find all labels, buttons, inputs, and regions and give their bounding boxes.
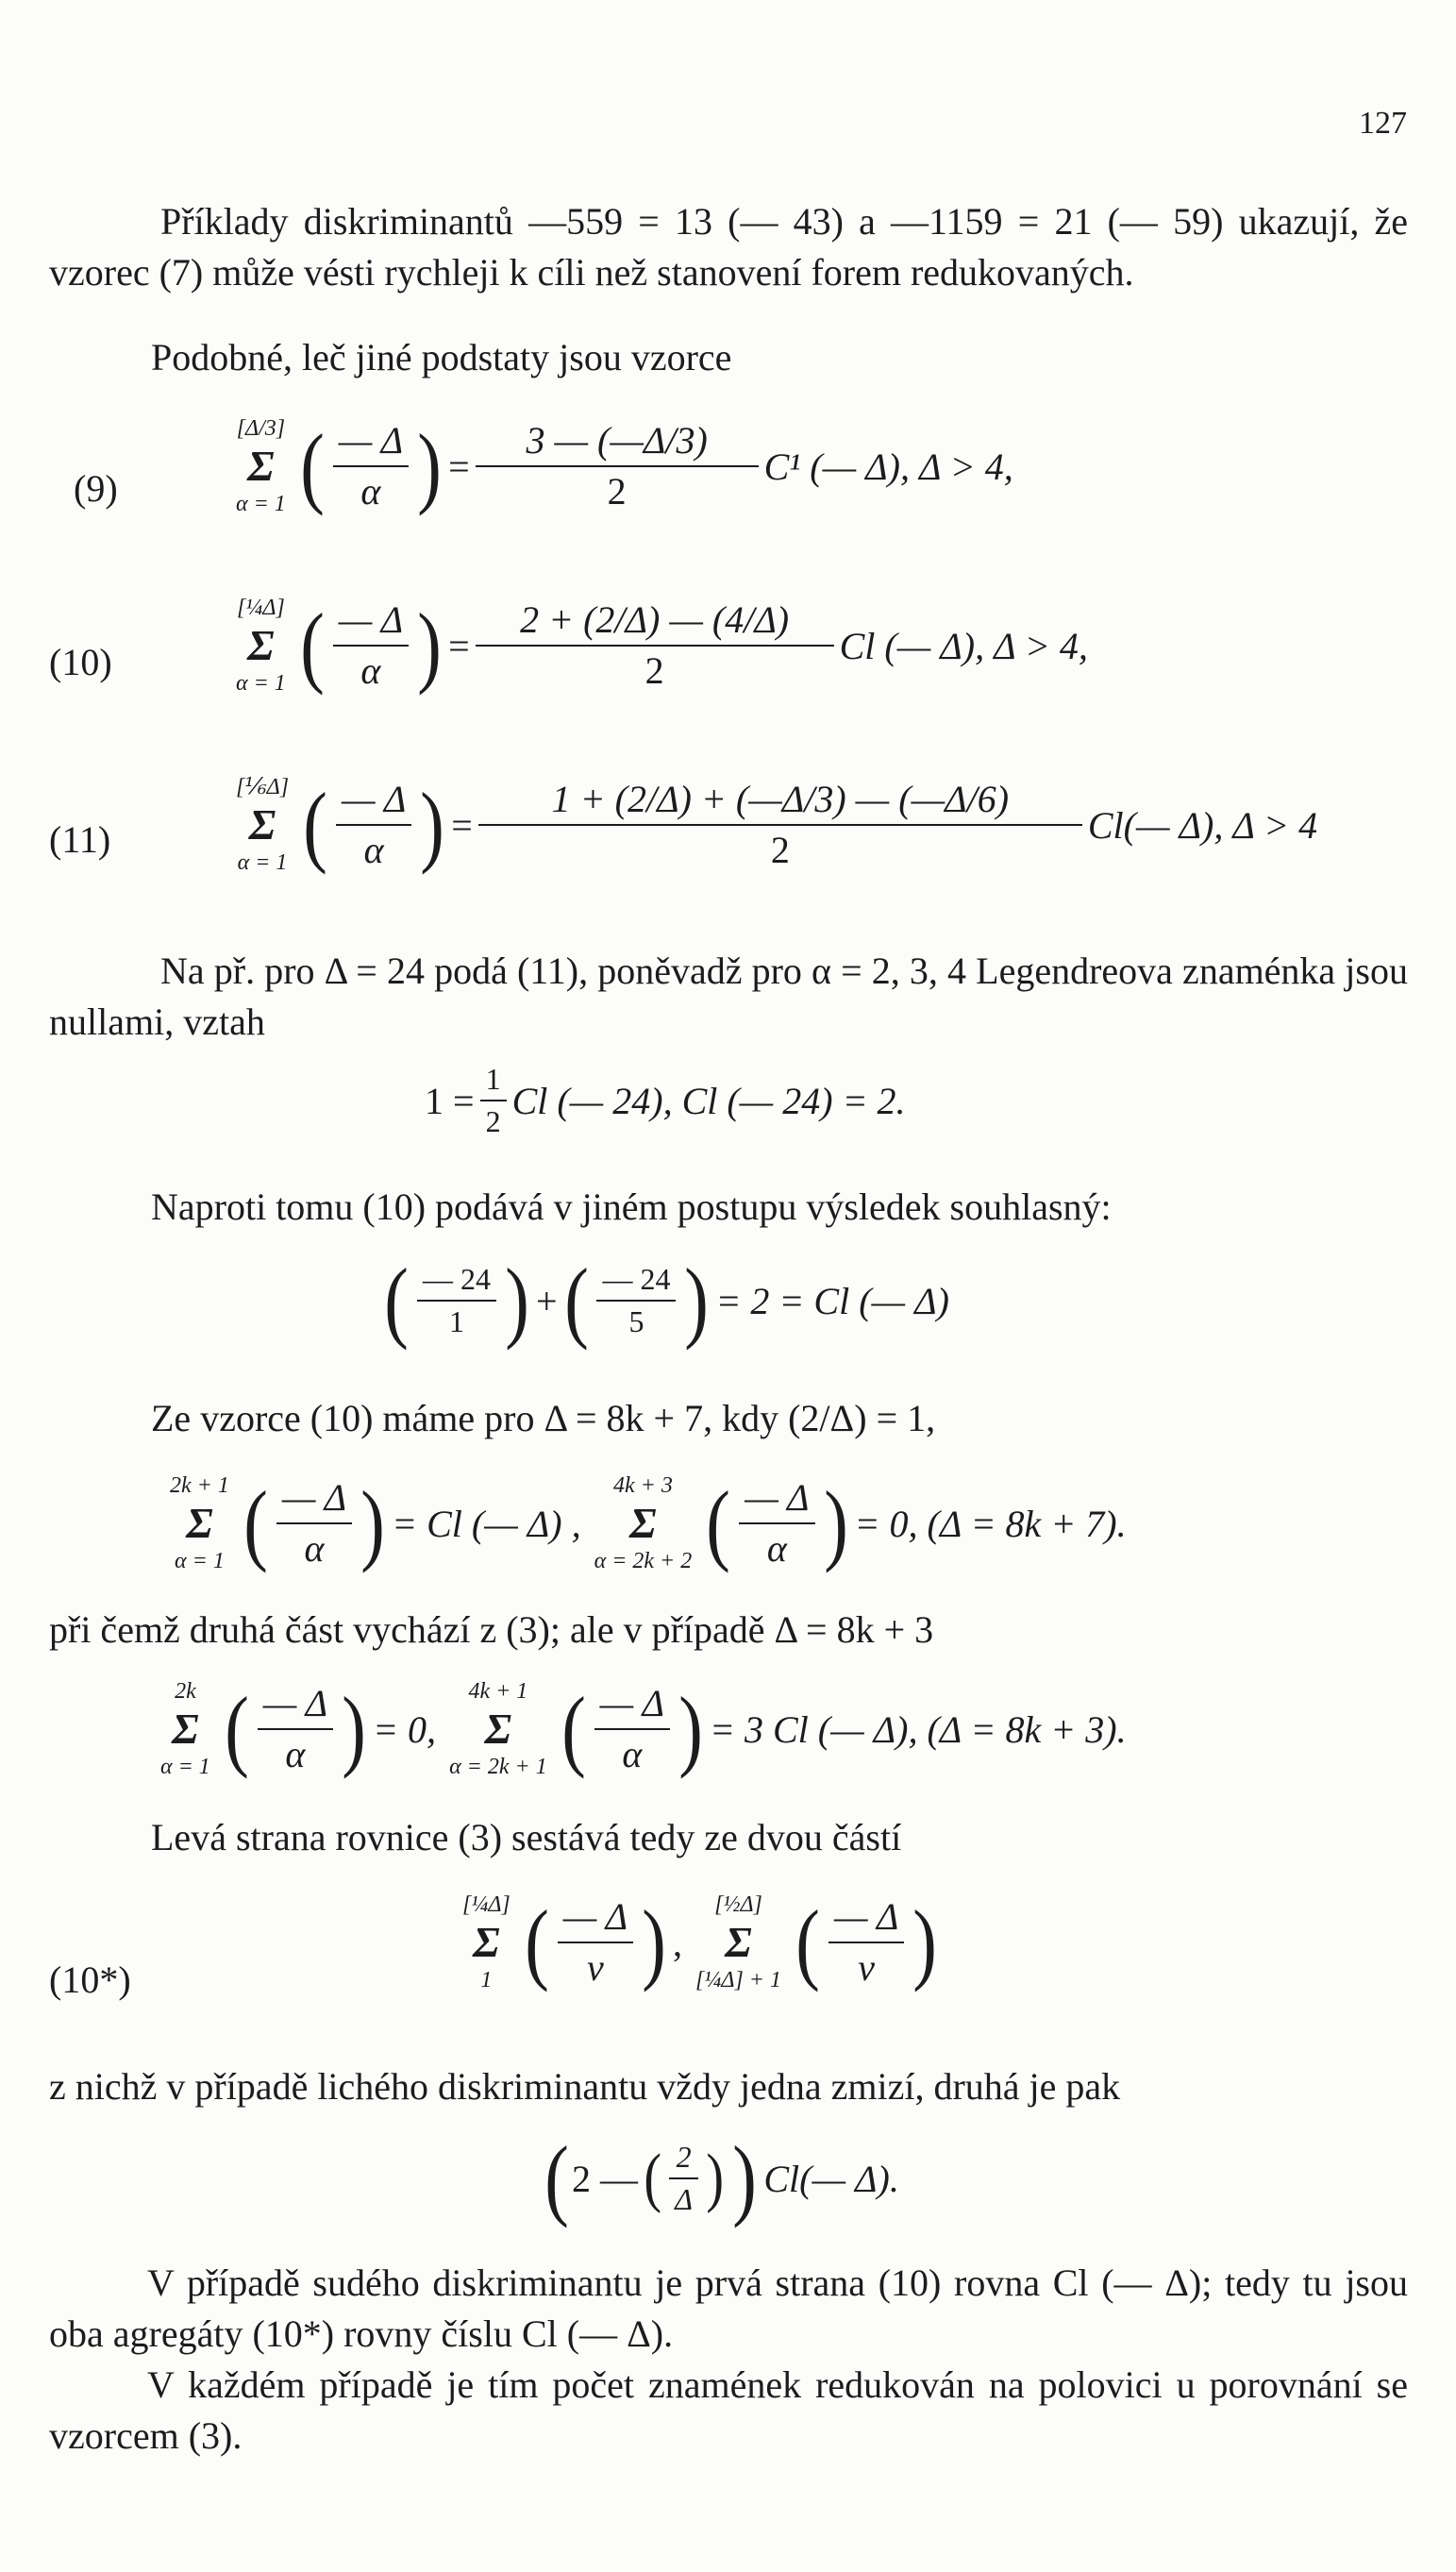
rhs-fraction: $\frac{1 + (2/\Delta) + (—\Delta/3) — (—\Delta/6)}{2}$ xyxy=(478,779,1082,871)
equation-10: [¼Δ] Σ α = 1 ( $\frac{— \Delta}{\alpha}$ ) = $\frac{2 + (2/\Delta) — (4/\Delta)}{2}$ Cl (— Δ), Δ > 4, xyxy=(236,595,1088,696)
paragraph-6: při čemž druhá část vychází z (3); ale v případě Δ = 8k + 3 xyxy=(49,1608,934,1651)
paragraph-2: Podobné, leč jiné podstaty jsou vzorce xyxy=(151,336,732,378)
sum-operator xyxy=(236,415,286,517)
rhs-fraction: $\frac{3 — (—\Delta/3)}{2}$ xyxy=(476,420,759,513)
paragraph-4: Naproti tomu (10) podává v jiném postupu výsledek souhlasný: xyxy=(151,1185,1112,1228)
paragraph-9: V případě sudého diskriminantu je prvá strana (10) rovna Cl (— Δ); tedy tu jsou oba agregáty (10*) rovny číslu Cl (— Δ). xyxy=(49,2261,1408,2355)
sum-upper-limit: [Δ/3] xyxy=(236,416,286,441)
paragraph-1: Příklady diskriminantů —559 = 13 (— 43) a —1159 = 21 (— 59) ukazují, že vzorec (7) může vésti rychleji k cíli než stanovení forem redukovaných. xyxy=(49,200,1408,294)
equation-10-star-tag: (10*) xyxy=(49,1958,131,2001)
sigma-symbol: Σ xyxy=(247,442,275,490)
paragraph-5: Ze vzorce (10) máme pro Δ = 8k + 7, kdy (2/Δ) = 1, xyxy=(151,1397,936,1439)
equation-10-tag: (10) xyxy=(49,641,112,683)
paragraph-8: z nichž v případě lichého diskriminantu vždy jedna zmizí, druhá je pak xyxy=(49,2065,1121,2108)
paragraph-7: Levá strana rovnice (3) sestává tedy ze dvou částí xyxy=(151,1816,902,1858)
sum-lower-limit: α = 1 xyxy=(236,492,286,516)
equation-cl-24: 1 = $\frac{1}{2}$ Cl (— 24), Cl (— 24) = 2. xyxy=(425,1062,906,1139)
equation-11-tail: Cl(— Δ), Δ > 4 xyxy=(1087,803,1318,847)
equation-9-tail: C¹ (— Δ), Δ > 4, xyxy=(763,445,1013,488)
equation-10-tail: Cl (— Δ), Δ > 4, xyxy=(839,624,1088,667)
equation-final: ( 2 — ( $\frac{2}{\Delta}$ ) ) Cl(— Δ). xyxy=(544,2127,899,2228)
equation-8k-plus-3: 2k Σ α = 1 ( $\frac{— \Delta}{\alpha}$ ) = 0, 4k + 1 Σ α = 2k + 1 ( $\frac{— \Delta}{\alpha}$ ) = 3 Cl (— Δ), (Δ = 8k + 3). xyxy=(160,1678,1127,1779)
equation-8k-plus-7: 2k + 1 Σ α = 1 ( $\frac{— \Delta}{\alpha}$ ) = Cl (— Δ) , 4k + 3 Σ α = 2k + 2 ( $\frac{— \Delta}{\alpha}$ ) = 0, (Δ = 8k + 7). xyxy=(170,1472,1127,1573)
equation-9-tag: (9) xyxy=(74,467,118,510)
equation-9: [Δ/3] Σ α = 1 ( $\frac{— \Delta}{\alpha}$ ) = $\frac{3 — (—\Delta/3)}{2}$ C¹ (— Δ), Δ > 4, xyxy=(236,415,1013,516)
rhs-fraction: $\frac{2 + (2/\Delta) — (4/\Delta)}{2}$ xyxy=(476,599,834,692)
sum-operator: [⅙Δ] Σ α = 1 xyxy=(236,775,290,875)
equation-10-star: [¼Δ] Σ 1 ( $\frac{— \Delta}{\nu}$ ) , [½Δ] Σ [¼Δ] + 1 ( $\frac{— \Delta}{\nu}$ ) xyxy=(462,1891,938,1992)
page-number: 127 xyxy=(1359,106,1407,141)
paragraph-10: V každém případě je tím počet znamének redukován na polovici u porovnání se vzorcem (3). xyxy=(49,2363,1408,2457)
equation-11: [⅙Δ] Σ α = 1 ( $\frac{— \Delta}{\alpha}$ ) = $\frac{1 + (2/\Delta) + (—\Delta/3) — (—\Delta/6)}{2}$ Cl(— Δ), Δ > 4 xyxy=(236,774,1318,875)
equation-sum-24: ( $\frac{— 24}{1}$ ) + ( $\frac{— 24}{5}$ ) = 2 = Cl (— Δ) xyxy=(384,1250,949,1351)
sum-operator: [¼Δ] Σ α = 1 xyxy=(236,596,286,696)
legendre-symbol: ( $\frac{— \Delta}{\alpha}$ ) xyxy=(303,774,445,875)
equation-11-tag: (11) xyxy=(49,818,111,861)
paragraph-3: Na př. pro Δ = 24 podá (11), poněvadž pro α = 2, 3, 4 Legendreova znaménka jsou nullami, vztah xyxy=(49,950,1408,1043)
legendre-symbol: ( $\frac{— \Delta}{\alpha}$ ) xyxy=(299,595,442,696)
legendre-symbol: ( $\frac{— \Delta}{\alpha}$ ) xyxy=(299,415,442,516)
